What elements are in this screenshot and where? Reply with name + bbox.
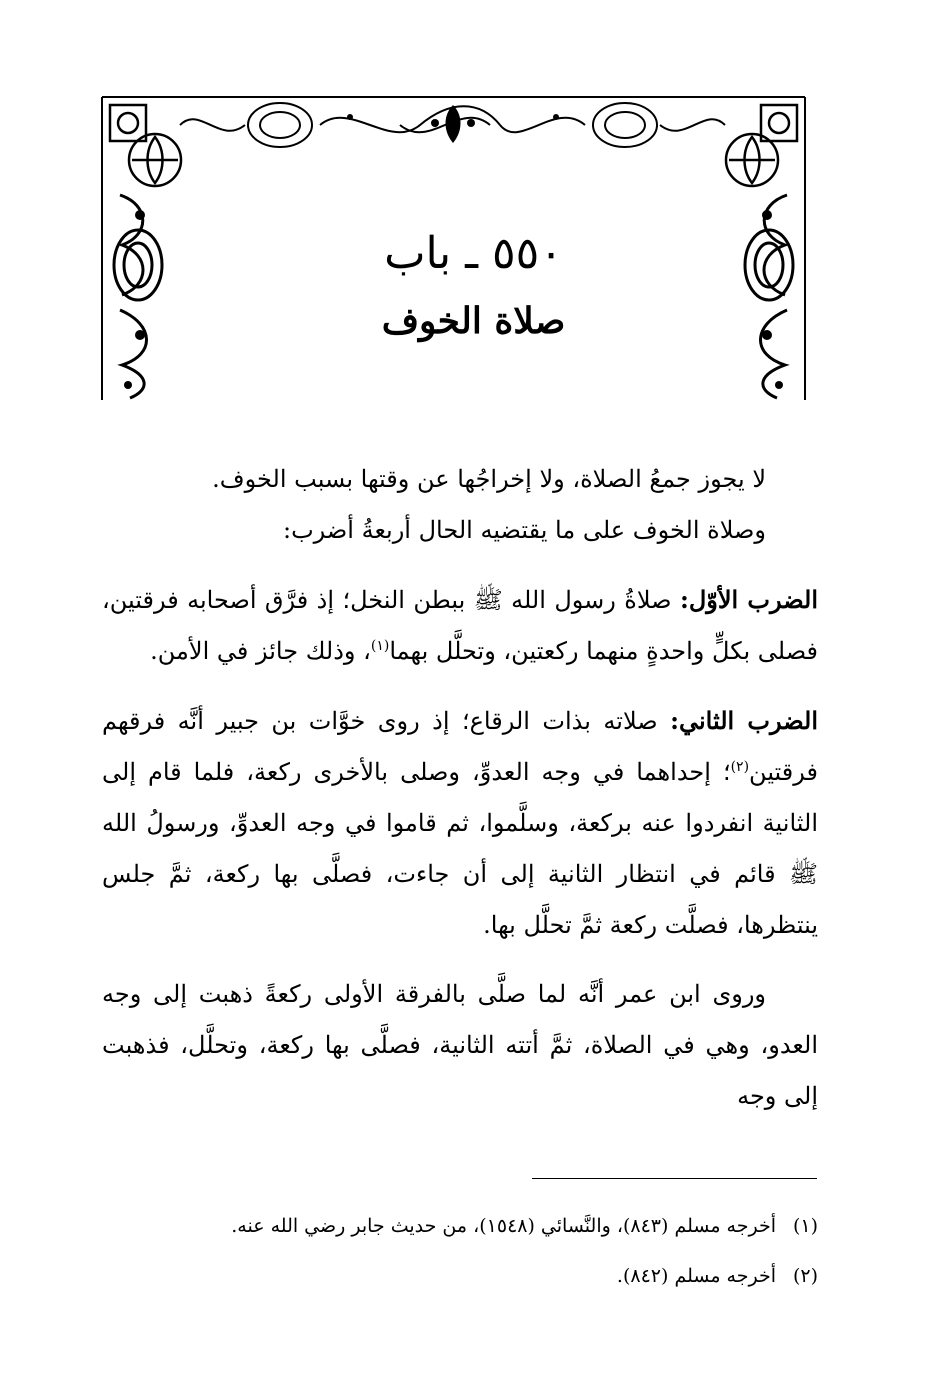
chapter-title: صلاة الخوف [381, 300, 566, 342]
paragraph-lead: الضرب الأوّل: [679, 585, 819, 614]
paragraph-text: وروى ابن عمر أنَّه لما صلَّى بالفرقة الأولى ركعةً ذهبت إلى وجه العدو، وهي في الصلاة، ثمَّ أتته الثانية، فصلَّى بها ركعة، وتحلَّل، فذهبت إلى وجه [102, 980, 818, 1110]
paragraph-text: لا يجوز جمعُ الصلاة، ولا إخراجُها عن وقتها بسبب الخوف. [212, 465, 766, 493]
footnote-ref-2[interactable]: (٢) [730, 759, 750, 775]
body-text [102, 454, 818, 1122]
footnote-separator [532, 1178, 817, 1179]
footnote-text: أخرجه مسلم (٨٤٢). [616, 1265, 776, 1287]
footnote-2 [150, 1251, 818, 1301]
paragraph-text-continued: ؛ إحداهما في وجه العدوِّ، وصلى بالأخرى ركعة، فلما قام إلى الثانية انفردوا عنه بركعة، وسلَّموا، ثم قاموا في وجه العدوِّ، ورسولُ الله ﷺ قائم في انتظار الثانية إلى أن جاءت، فصلَّى بها ركعة، ثمَّ جلس ينتظرها، فصلَّت ركعة ثمَّ تحلَّل بها. [102, 758, 818, 939]
paragraph-second-type [102, 695, 818, 951]
paragraph-lead: الضرب الثاني: [670, 706, 819, 735]
paragraph-intro [102, 454, 818, 505]
footnote-number: (١) [792, 1215, 818, 1237]
paragraph-first-type [102, 574, 818, 677]
footnote-1 [150, 1201, 818, 1251]
footnotes [150, 1201, 818, 1301]
chapter-number-heading: ٥٥٠ ـ باب [384, 228, 563, 279]
paragraph-text: صلاةُ رسول الله ﷺ ببطن النخل؛ إذ فرَّق أصحابه فرقتين، فصلى بكلٍّ واحدةٍ منهما ركعتين، وتحلَّل بهما [102, 586, 818, 665]
paragraph-categories [102, 505, 818, 556]
paragraph-ibn-umar [102, 969, 818, 1122]
footnote-number: (٢) [792, 1265, 818, 1287]
paragraph-text: وصلاة الخوف على ما يقتضيه الحال أربعةُ أضرب: [282, 516, 766, 544]
paragraph-text-continued: ، وذلك جائز في الأمن. [150, 637, 371, 665]
footnote-ref-1[interactable]: (١) [370, 638, 390, 654]
footnote-text: أخرجه مسلم (٨٤٣)، والنَّسائي (١٥٤٨)، من حديث جابر رضي الله عنه. [231, 1215, 776, 1237]
paragraph-text: صلاته بذات الرقاع؛ إذ روى خوَّات بن جبير أنَّه فرقهم فرقتين [102, 707, 818, 786]
